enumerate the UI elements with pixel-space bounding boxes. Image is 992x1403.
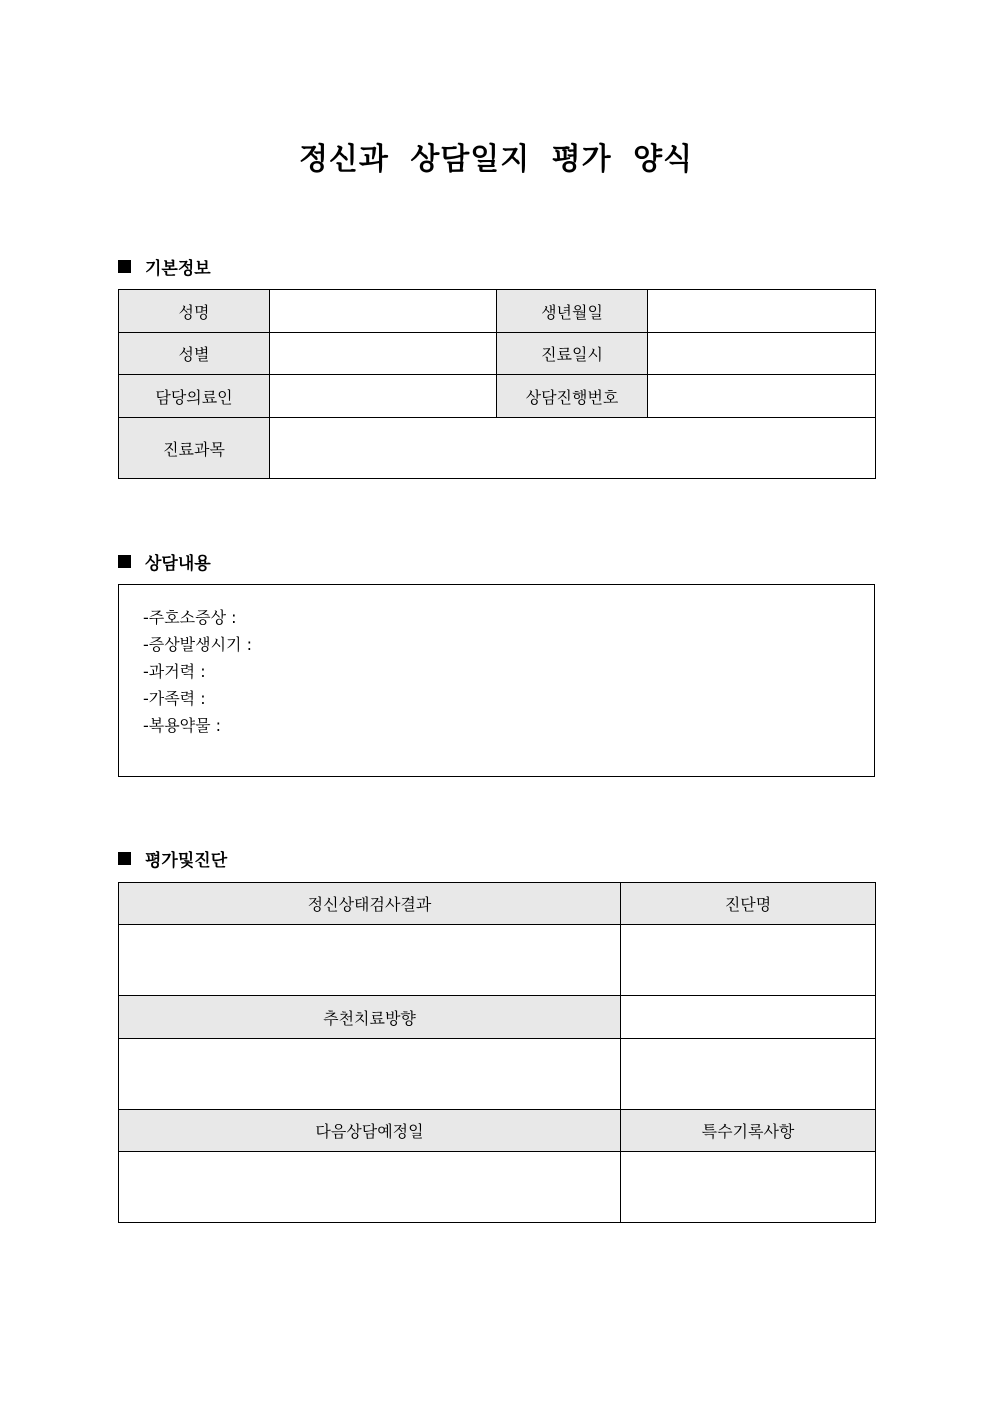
treatment-direction-field[interactable]	[119, 1039, 621, 1110]
department-label: 진료과목	[119, 418, 270, 479]
diagnosis-extra-field[interactable]	[621, 996, 876, 1039]
gender-label: 성별	[119, 333, 270, 375]
doctor-field[interactable]	[270, 375, 497, 418]
treatment-direction-label: 추천치료방향	[119, 996, 621, 1039]
consult-number-label: 상담진행번호	[497, 375, 648, 418]
square-bullet-icon	[118, 852, 131, 865]
consultation-lines	[143, 604, 252, 739]
section-heading-label: 기본정보	[145, 259, 211, 279]
birth-date-field[interactable]	[648, 290, 876, 333]
doctor-label: 담당의료인	[119, 375, 270, 418]
department-field[interactable]	[270, 418, 876, 479]
section-heading-basic-info	[118, 254, 211, 279]
medication-line: -복용약물 :	[143, 716, 222, 735]
consult-number-field[interactable]	[648, 375, 876, 418]
family-history-line: -가족력 :	[143, 689, 206, 708]
basic-info-table	[118, 289, 876, 479]
special-notes-field[interactable]	[621, 1152, 876, 1223]
special-notes-label: 특수기록사항	[621, 1110, 876, 1152]
section-heading-consultation	[118, 549, 211, 574]
visit-date-label: 진료일시	[497, 333, 648, 375]
mental-status-label: 정신상태검사결과	[119, 883, 621, 925]
name-field[interactable]	[270, 290, 497, 333]
section-heading-label: 상담내용	[145, 554, 211, 574]
diagnosis-extra-field-2[interactable]	[621, 1039, 876, 1110]
next-consult-date-field[interactable]	[119, 1152, 621, 1223]
chief-complaint-line: -주호소증상 :	[143, 608, 237, 627]
square-bullet-icon	[118, 260, 131, 273]
birth-date-label: 생년월일	[497, 290, 648, 333]
past-history-line: -과거력 :	[143, 662, 206, 681]
name-label: 성명	[119, 290, 270, 333]
evaluation-table	[118, 882, 876, 1223]
section-heading-evaluation	[118, 846, 227, 871]
diagnosis-field[interactable]	[621, 925, 876, 996]
visit-date-field[interactable]	[648, 333, 876, 375]
page-title: 정신과 상담일지 평가 양식	[298, 142, 694, 177]
square-bullet-icon	[118, 555, 131, 568]
symptom-onset-line: -증상발생시기 :	[143, 635, 252, 654]
mental-status-field[interactable]	[119, 925, 621, 996]
gender-field[interactable]	[270, 333, 497, 375]
consultation-content-box[interactable]	[118, 584, 875, 777]
next-consult-date-label: 다음상담예정일	[119, 1110, 621, 1152]
section-heading-label: 평가및진단	[145, 851, 228, 871]
diagnosis-label: 진단명	[621, 883, 876, 925]
